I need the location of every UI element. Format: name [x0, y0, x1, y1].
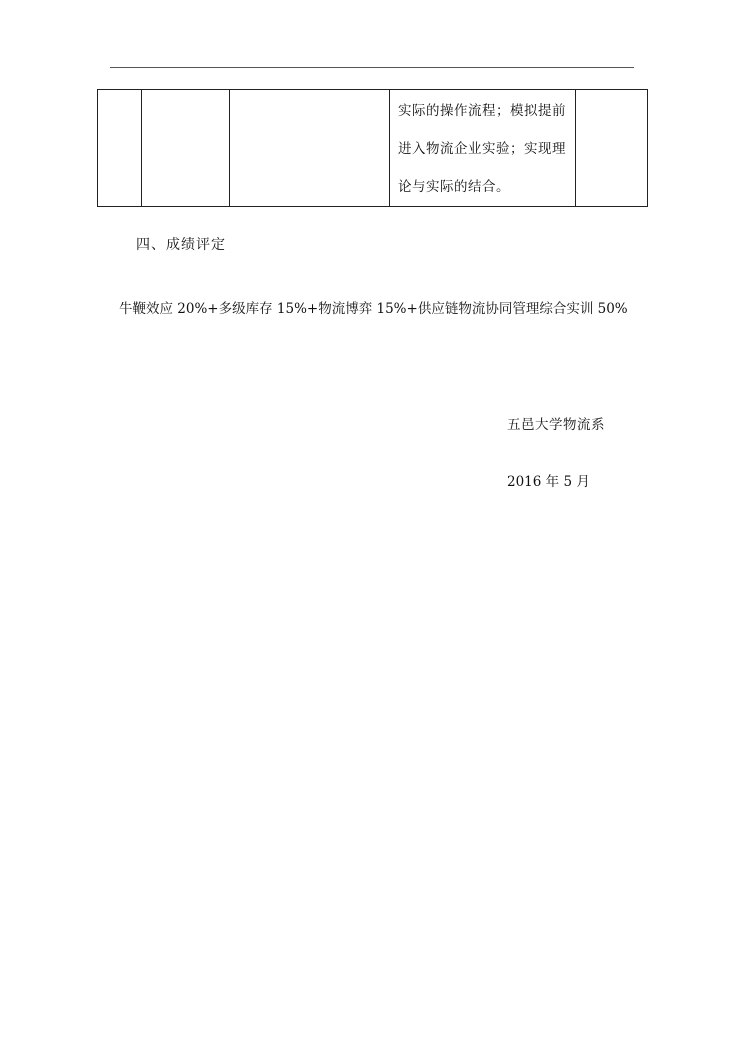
- table-cell-project: [142, 90, 230, 207]
- table-cell-description: [390, 90, 576, 207]
- table-cell-content: [230, 90, 390, 207]
- document-date: 2016 年 5 月: [507, 474, 590, 490]
- grading-formula: 牛鞭效应 20%+多级库存 15%+物流博弈 15%+供应链物流协同管理综合实训 50%: [119, 301, 628, 317]
- description-line: 实际的操作流程；模拟提前: [398, 103, 566, 119]
- description-line: 论与实际的结合。: [398, 179, 510, 195]
- table-cell-remark: [576, 90, 648, 207]
- section-heading: 四、成绩评定: [136, 237, 226, 253]
- table-cell-index: [98, 90, 142, 207]
- header-rule: [110, 67, 634, 68]
- department-signature: 五邑大学物流系: [507, 417, 605, 433]
- table-row: [98, 90, 648, 207]
- course-table-continuation: [97, 89, 648, 207]
- description-line: 进入物流企业实验；实现理: [398, 141, 566, 157]
